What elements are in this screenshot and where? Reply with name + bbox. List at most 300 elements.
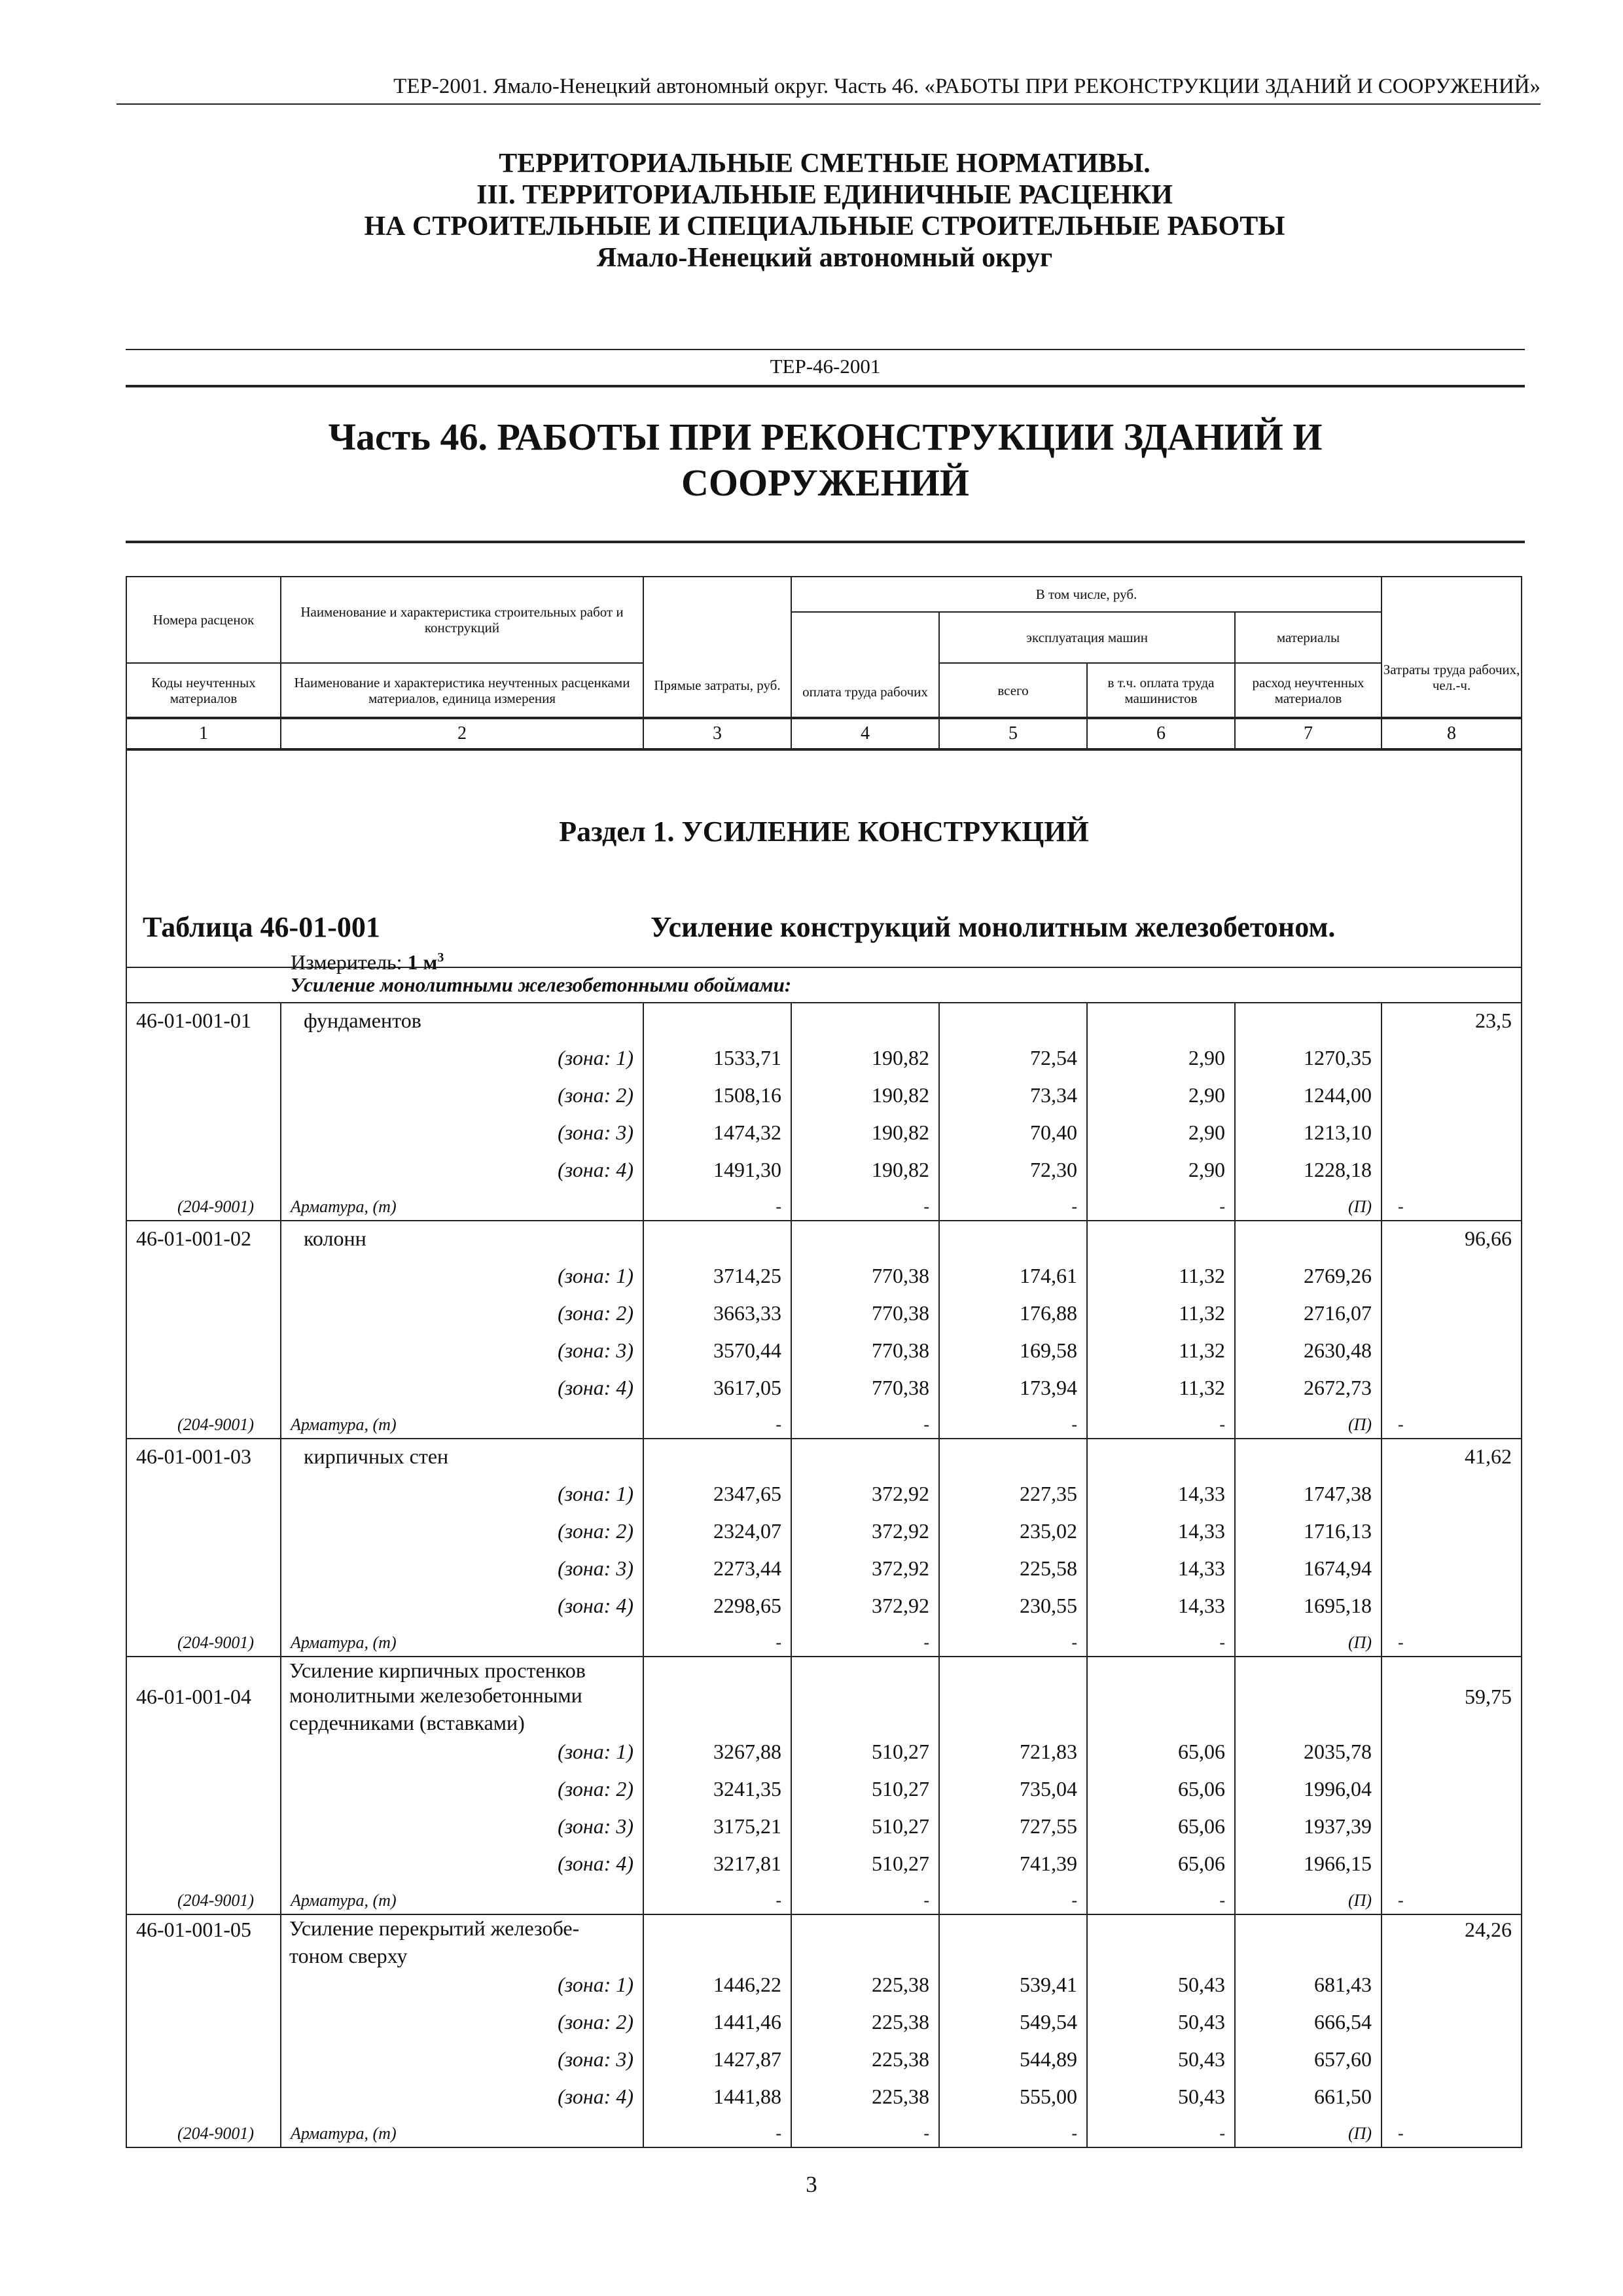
header-unaccounted-names: Наименование и характеристика неучтенных расценками материалов, единица измерения (281, 663, 643, 718)
machines-total: 735,04 (939, 1772, 1087, 1809)
worker-pay: - (791, 1190, 939, 1221)
material-consumption: (П) (1235, 1190, 1382, 1221)
material-row (126, 2117, 1522, 2147)
labor-costs: 24,26 (1382, 1914, 1522, 1943)
zone-row (126, 1296, 1522, 1333)
material-consumption: (П) (1235, 1626, 1382, 1657)
machinist-pay: 50,43 (1087, 2042, 1235, 2079)
header-rate-numbers: Номера расценок (126, 577, 281, 663)
header-worker-pay: оплата труда рабочих (791, 612, 939, 718)
zone-row (126, 2079, 1522, 2117)
machinist-pay: 50,43 (1087, 2079, 1235, 2117)
machines-total: 225,58 (939, 1551, 1087, 1588)
zone-label: (зона: 2) (281, 1772, 643, 1809)
worker-pay: 372,92 (791, 1551, 939, 1588)
zone-row (126, 2042, 1522, 2079)
direct-costs: 2324,07 (643, 1514, 791, 1551)
material-name: Арматура, (т) (281, 2117, 643, 2147)
rate-name-line: тоном сверху (281, 1943, 643, 1967)
machinist-pay: 14,33 (1087, 1514, 1235, 1551)
material-name: Арматура, (т) (281, 1884, 643, 1914)
header-machines: эксплуатация машин (939, 612, 1235, 663)
machines-total: 227,35 (939, 1477, 1087, 1514)
empty-cell (643, 1914, 791, 1943)
zone-row (126, 1041, 1522, 1078)
machines-total: 72,30 (939, 1153, 1087, 1190)
empty-cell (939, 1221, 1087, 1259)
header-materials: материалы (1235, 612, 1382, 663)
worker-pay: 225,38 (791, 1967, 939, 2005)
materials-cost: 666,54 (1235, 2005, 1382, 2042)
worker-pay: 190,82 (791, 1041, 939, 1078)
machinist-pay: 65,06 (1087, 1734, 1235, 1772)
empty-cell (1235, 1943, 1382, 1967)
labor-costs: 59,75 (1382, 1682, 1522, 1710)
empty-cell (643, 1657, 791, 1682)
machines-total: 169,58 (939, 1333, 1087, 1371)
zone-label: (зона: 4) (281, 1371, 643, 1408)
direct-costs: 3663,33 (643, 1296, 791, 1333)
machinist-pay: 11,32 (1087, 1296, 1235, 1333)
rate-name-line: Усиление кирпичных простенков (281, 1657, 643, 1682)
empty-cell (1087, 1439, 1235, 1477)
empty-cell (126, 1734, 281, 1772)
empty-cell (1087, 1914, 1235, 1943)
page-number: 3 (806, 2172, 817, 2197)
zone-label: (зона: 4) (281, 1846, 643, 1884)
materials-cost: 1213,10 (1235, 1115, 1382, 1153)
machinist-pay: 65,06 (1087, 1846, 1235, 1884)
empty-cell (1382, 1477, 1522, 1514)
column-number: 8 (1382, 718, 1522, 749)
empty-cell (1382, 1296, 1522, 1333)
material-code: (204-9001) (126, 2117, 281, 2147)
direct-costs: 3714,25 (643, 1259, 791, 1296)
direct-costs: 1441,88 (643, 2079, 791, 2117)
machines-total: - (939, 2117, 1087, 2147)
empty-cell (126, 1477, 281, 1514)
empty-cell (1382, 1078, 1522, 1115)
worker-pay: 770,38 (791, 1296, 939, 1333)
zone-label: (зона: 4) (281, 1588, 643, 1626)
empty-cell (1235, 1657, 1382, 1682)
worker-pay: - (791, 2117, 939, 2147)
materials-cost: 2630,48 (1235, 1333, 1382, 1371)
materials-cost: 1695,18 (1235, 1588, 1382, 1626)
machines-total: 70,40 (939, 1115, 1087, 1153)
empty-cell (126, 1296, 281, 1333)
machines-total: 727,55 (939, 1809, 1087, 1846)
empty-cell (126, 2005, 281, 2042)
zone-row (126, 1809, 1522, 1846)
worker-pay: 510,27 (791, 1809, 939, 1846)
material-code: (204-9001) (126, 1408, 281, 1439)
empty-cell (126, 2042, 281, 2079)
empty-cell (1382, 1967, 1522, 2005)
zone-row (126, 1772, 1522, 1809)
unit-label: Измеритель: (291, 950, 402, 974)
rate-name-line: монолитными железобетонными (281, 1682, 643, 1710)
table-id: Таблица 46-01-001 (143, 911, 380, 943)
empty-cell (939, 1657, 1087, 1682)
material-name: Арматура, (т) (281, 1408, 643, 1439)
empty-cell (1235, 1439, 1382, 1477)
direct-costs: - (643, 2117, 791, 2147)
empty-cell (791, 1710, 939, 1734)
zone-label: (зона: 4) (281, 1153, 643, 1190)
zone-row (126, 1967, 1522, 2005)
zone-label: (зона: 1) (281, 1259, 643, 1296)
machines-total: 73,34 (939, 1078, 1087, 1115)
divider-line (126, 349, 1525, 350)
zone-row (126, 1153, 1522, 1190)
empty-cell (791, 1439, 939, 1477)
rate-name: колонн (281, 1221, 643, 1259)
machines-total: - (939, 1190, 1087, 1221)
item-title-row (126, 1657, 1522, 1682)
column-number: 3 (643, 718, 791, 749)
worker-pay: 770,38 (791, 1333, 939, 1371)
machinist-pay: - (1087, 1190, 1235, 1221)
zone-row (126, 1371, 1522, 1408)
header-direct-costs: Прямые затраты, руб. (643, 577, 791, 718)
empty-cell (126, 1588, 281, 1626)
divider-line (126, 385, 1525, 387)
zone-label: (зона: 2) (281, 1078, 643, 1115)
materials-cost: 2035,78 (1235, 1734, 1382, 1772)
zone-row (126, 1259, 1522, 1296)
machinist-pay: 65,06 (1087, 1809, 1235, 1846)
column-number: 7 (1235, 718, 1382, 749)
zone-label: (зона: 4) (281, 2079, 643, 2117)
zone-label: (зона: 1) (281, 1041, 643, 1078)
zone-label: (зона: 2) (281, 2005, 643, 2042)
empty-cell (1382, 2079, 1522, 2117)
machines-total: 539,41 (939, 1967, 1087, 2005)
table-name: Усиление конструкций монолитным железобетоном. (651, 911, 1336, 943)
material-code: (204-9001) (126, 1190, 281, 1221)
labor-costs: 41,62 (1382, 1439, 1522, 1477)
empty-cell (1382, 1371, 1522, 1408)
worker-pay: 372,92 (791, 1477, 939, 1514)
labor-costs: - (1382, 1190, 1522, 1221)
column-number: 4 (791, 718, 939, 749)
material-name: Арматура, (т) (281, 1626, 643, 1657)
empty-cell (1382, 1153, 1522, 1190)
heading-line-4: Ямало-Ненецкий автономный округ (596, 243, 1053, 273)
materials-cost: 1937,39 (1235, 1809, 1382, 1846)
machines-total: 230,55 (939, 1588, 1087, 1626)
worker-pay: 510,27 (791, 1772, 939, 1809)
direct-costs: 2273,44 (643, 1551, 791, 1588)
machinist-pay: 11,32 (1087, 1371, 1235, 1408)
zone-label: (зона: 1) (281, 1477, 643, 1514)
item-title-row (126, 1003, 1522, 1041)
labor-costs: - (1382, 1626, 1522, 1657)
labor-costs: - (1382, 1884, 1522, 1914)
empty-cell (126, 1657, 281, 1682)
empty-cell (1382, 2005, 1522, 2042)
item-title-row (126, 1914, 1522, 1943)
zone-row (126, 1115, 1522, 1153)
empty-cell (1235, 1710, 1382, 1734)
machines-total: 176,88 (939, 1296, 1087, 1333)
rate-name: кирпичных стен (281, 1439, 643, 1477)
header-including: В том числе, руб. (791, 577, 1382, 612)
machinist-pay: 14,33 (1087, 1477, 1235, 1514)
header-machines-total: всего (939, 663, 1087, 718)
material-code: (204-9001) (126, 1884, 281, 1914)
material-row (126, 1408, 1522, 1439)
material-consumption: (П) (1235, 2117, 1382, 2147)
direct-costs: 1446,22 (643, 1967, 791, 2005)
empty-cell (126, 1514, 281, 1551)
machines-total: 741,39 (939, 1846, 1087, 1884)
empty-cell (791, 1914, 939, 1943)
empty-cell (1087, 1682, 1235, 1710)
empty-cell (791, 1003, 939, 1041)
empty-cell (791, 1682, 939, 1710)
empty-cell (1382, 1657, 1522, 1682)
direct-costs: - (643, 1884, 791, 1914)
column-number: 6 (1087, 718, 1235, 749)
item-title-row (126, 1943, 1522, 1967)
empty-cell (939, 1439, 1087, 1477)
material-name: Арматура, (т) (281, 1190, 643, 1221)
zone-label: (зона: 2) (281, 1296, 643, 1333)
machinist-pay: 50,43 (1087, 2005, 1235, 2042)
labor-costs: - (1382, 2117, 1522, 2147)
materials-cost: 681,43 (1235, 1967, 1382, 2005)
empty-cell (1382, 1514, 1522, 1551)
column-number: 2 (281, 718, 643, 749)
direct-costs: 1427,87 (643, 2042, 791, 2079)
machines-total: 173,94 (939, 1371, 1087, 1408)
worker-pay: 190,82 (791, 1115, 939, 1153)
materials-cost: 1244,00 (1235, 1078, 1382, 1115)
zone-row (126, 1588, 1522, 1626)
materials-cost: 1747,38 (1235, 1477, 1382, 1514)
worker-pay: 372,92 (791, 1514, 939, 1551)
machinist-pay: - (1087, 1408, 1235, 1439)
item-title-row (126, 1682, 1522, 1710)
rate-name-line: Усиление перекрытий железобе- (281, 1914, 643, 1943)
empty-cell (1382, 1041, 1522, 1078)
labor-costs: 23,5 (1382, 1003, 1522, 1041)
column-numbers-row (126, 718, 1522, 749)
material-row (126, 1884, 1522, 1914)
empty-cell (126, 1041, 281, 1078)
materials-cost: 2672,73 (1235, 1371, 1382, 1408)
materials-cost: 2769,26 (1235, 1259, 1382, 1296)
empty-cell (126, 1551, 281, 1588)
empty-cell (643, 1943, 791, 1967)
worker-pay: 770,38 (791, 1259, 939, 1296)
empty-cell (643, 1710, 791, 1734)
empty-cell (126, 1772, 281, 1809)
direct-costs: 3267,88 (643, 1734, 791, 1772)
machinist-pay: 11,32 (1087, 1259, 1235, 1296)
machinist-pay: 2,90 (1087, 1153, 1235, 1190)
direct-costs: 3241,35 (643, 1772, 791, 1809)
machinist-pay: 50,43 (1087, 1967, 1235, 2005)
rates-table (126, 576, 1522, 2148)
worker-pay: 190,82 (791, 1153, 939, 1190)
machinist-pay: 14,33 (1087, 1588, 1235, 1626)
header-unaccounted-codes: Коды неучтенных материалов (126, 663, 281, 718)
direct-costs: 1474,32 (643, 1115, 791, 1153)
header-labor-costs: Затраты труда рабочих, чел.-ч. (1382, 577, 1522, 718)
worker-pay: - (791, 1626, 939, 1657)
zone-row (126, 1551, 1522, 1588)
empty-cell (643, 1682, 791, 1710)
machinist-pay: - (1087, 1884, 1235, 1914)
zone-row (126, 1734, 1522, 1772)
section-title: Раздел 1. УСИЛЕНИЕ КОНСТРУКЦИЙ (559, 816, 1089, 848)
zone-row (126, 1514, 1522, 1551)
zone-row (126, 1846, 1522, 1884)
materials-cost: 657,60 (1235, 2042, 1382, 2079)
empty-cell (126, 1259, 281, 1296)
part-title-line-2: СООРУЖЕНИЙ (681, 461, 970, 504)
direct-costs: 2347,65 (643, 1477, 791, 1514)
rate-name: фундаментов (281, 1003, 643, 1041)
zone-row (126, 2005, 1522, 2042)
empty-cell (1087, 1943, 1235, 1967)
zone-label: (зона: 1) (281, 1734, 643, 1772)
machinist-pay: 2,90 (1087, 1078, 1235, 1115)
machinist-pay: 11,32 (1087, 1333, 1235, 1371)
direct-costs: 1533,71 (643, 1041, 791, 1078)
header-work-name: Наименование и характеристика строительных работ и конструкций (281, 577, 643, 663)
item-title-row (126, 1221, 1522, 1259)
materials-cost: 1270,35 (1235, 1041, 1382, 1078)
header-machinist-pay: в т.ч. оплата труда машинистов (1087, 663, 1235, 718)
header-unaccounted-consumption: расход неучтенных материалов (1235, 663, 1382, 718)
zone-row (126, 1078, 1522, 1115)
direct-costs: 1508,16 (643, 1078, 791, 1115)
machinist-pay: - (1087, 2117, 1235, 2147)
machinist-pay: 14,33 (1087, 1551, 1235, 1588)
group-title: Усиление монолитными железобетонными обоймами: (126, 967, 1522, 1003)
empty-cell (939, 1914, 1087, 1943)
empty-cell (1087, 1657, 1235, 1682)
empty-cell (1382, 1588, 1522, 1626)
rate-name-line: сердечниками (вставками) (281, 1710, 643, 1734)
empty-cell (126, 1967, 281, 2005)
rate-code: 46-01-001-04 (126, 1682, 281, 1710)
zone-label: (зона: 3) (281, 2042, 643, 2079)
empty-cell (126, 1710, 281, 1734)
worker-pay: - (791, 1408, 939, 1439)
direct-costs: 3175,21 (643, 1809, 791, 1846)
unit-of-measure (291, 946, 444, 974)
empty-cell (791, 1221, 939, 1259)
worker-pay: 225,38 (791, 2005, 939, 2042)
zone-label: (зона: 3) (281, 1115, 643, 1153)
empty-cell (791, 1657, 939, 1682)
heading-line-2: III. ТЕРРИТОРИАЛЬНЫЕ ЕДИНИЧНЫЕ РАСЦЕНКИ (476, 180, 1173, 210)
empty-cell (1235, 1682, 1382, 1710)
material-consumption: (П) (1235, 1408, 1382, 1439)
zone-label: (зона: 3) (281, 1551, 643, 1588)
machines-total: - (939, 1884, 1087, 1914)
document-code: ТЕР-46-2001 (770, 355, 881, 378)
direct-costs: 1491,30 (643, 1153, 791, 1190)
labor-costs: 96,66 (1382, 1221, 1522, 1259)
empty-cell (126, 2079, 281, 2117)
empty-cell (1087, 1221, 1235, 1259)
empty-cell (126, 1371, 281, 1408)
empty-cell (939, 1003, 1087, 1041)
zone-label: (зона: 1) (281, 1967, 643, 2005)
empty-cell (1382, 1846, 1522, 1884)
divider-line (126, 541, 1525, 543)
empty-cell (126, 1333, 281, 1371)
direct-costs: - (643, 1626, 791, 1657)
document-heading (124, 148, 1525, 274)
empty-cell (1382, 1551, 1522, 1588)
empty-cell (1382, 1734, 1522, 1772)
empty-cell (126, 1153, 281, 1190)
empty-cell (643, 1221, 791, 1259)
direct-costs: 3570,44 (643, 1333, 791, 1371)
worker-pay: 510,27 (791, 1734, 939, 1772)
machines-total: 555,00 (939, 2079, 1087, 2117)
empty-cell (1382, 1333, 1522, 1371)
empty-cell (1382, 1772, 1522, 1809)
machines-total: 544,89 (939, 2042, 1087, 2079)
empty-cell (126, 1078, 281, 1115)
empty-cell (939, 1682, 1087, 1710)
materials-cost: 1966,15 (1235, 1846, 1382, 1884)
materials-cost: 1674,94 (1235, 1551, 1382, 1588)
column-number: 5 (939, 718, 1087, 749)
machinist-pay: 65,06 (1087, 1772, 1235, 1809)
unit-exponent: 3 (437, 950, 444, 965)
unit-value: 1 м (407, 950, 438, 974)
section-block (126, 749, 1522, 974)
empty-cell (1087, 1710, 1235, 1734)
empty-cell (1382, 1710, 1522, 1734)
machines-total: 721,83 (939, 1734, 1087, 1772)
machines-total: - (939, 1408, 1087, 1439)
running-header: ТЕР-2001. Ямало-Ненецкий автономный округ. Часть 46. «РАБОТЫ ПРИ РЕКОНСТРУКЦИИ ЗДАНИЙ И СООРУЖЕНИЙ» (116, 72, 1541, 105)
worker-pay: 225,38 (791, 2042, 939, 2079)
machinist-pay: 2,90 (1087, 1041, 1235, 1078)
empty-cell (126, 1115, 281, 1153)
empty-cell (1382, 1259, 1522, 1296)
direct-costs: - (643, 1190, 791, 1221)
empty-cell (126, 1846, 281, 1884)
machines-total: 174,61 (939, 1259, 1087, 1296)
zone-label: (зона: 3) (281, 1809, 643, 1846)
direct-costs: 2298,65 (643, 1588, 791, 1626)
empty-cell (1382, 2042, 1522, 2079)
empty-cell (126, 1809, 281, 1846)
material-code: (204-9001) (126, 1626, 281, 1657)
empty-cell (1235, 1914, 1382, 1943)
empty-cell (1382, 1943, 1522, 1967)
materials-cost: 1228,18 (1235, 1153, 1382, 1190)
empty-cell (1235, 1003, 1382, 1041)
worker-pay: 225,38 (791, 2079, 939, 2117)
rate-code: 46-01-001-05 (126, 1914, 281, 1943)
empty-cell (1382, 1115, 1522, 1153)
material-row (126, 1190, 1522, 1221)
heading-line-3: НА СТРОИТЕЛЬНЫЕ И СПЕЦИАЛЬНЫЕ СТРОИТЕЛЬНЫЕ РАБОТЫ (364, 211, 1285, 242)
empty-cell (1087, 1003, 1235, 1041)
